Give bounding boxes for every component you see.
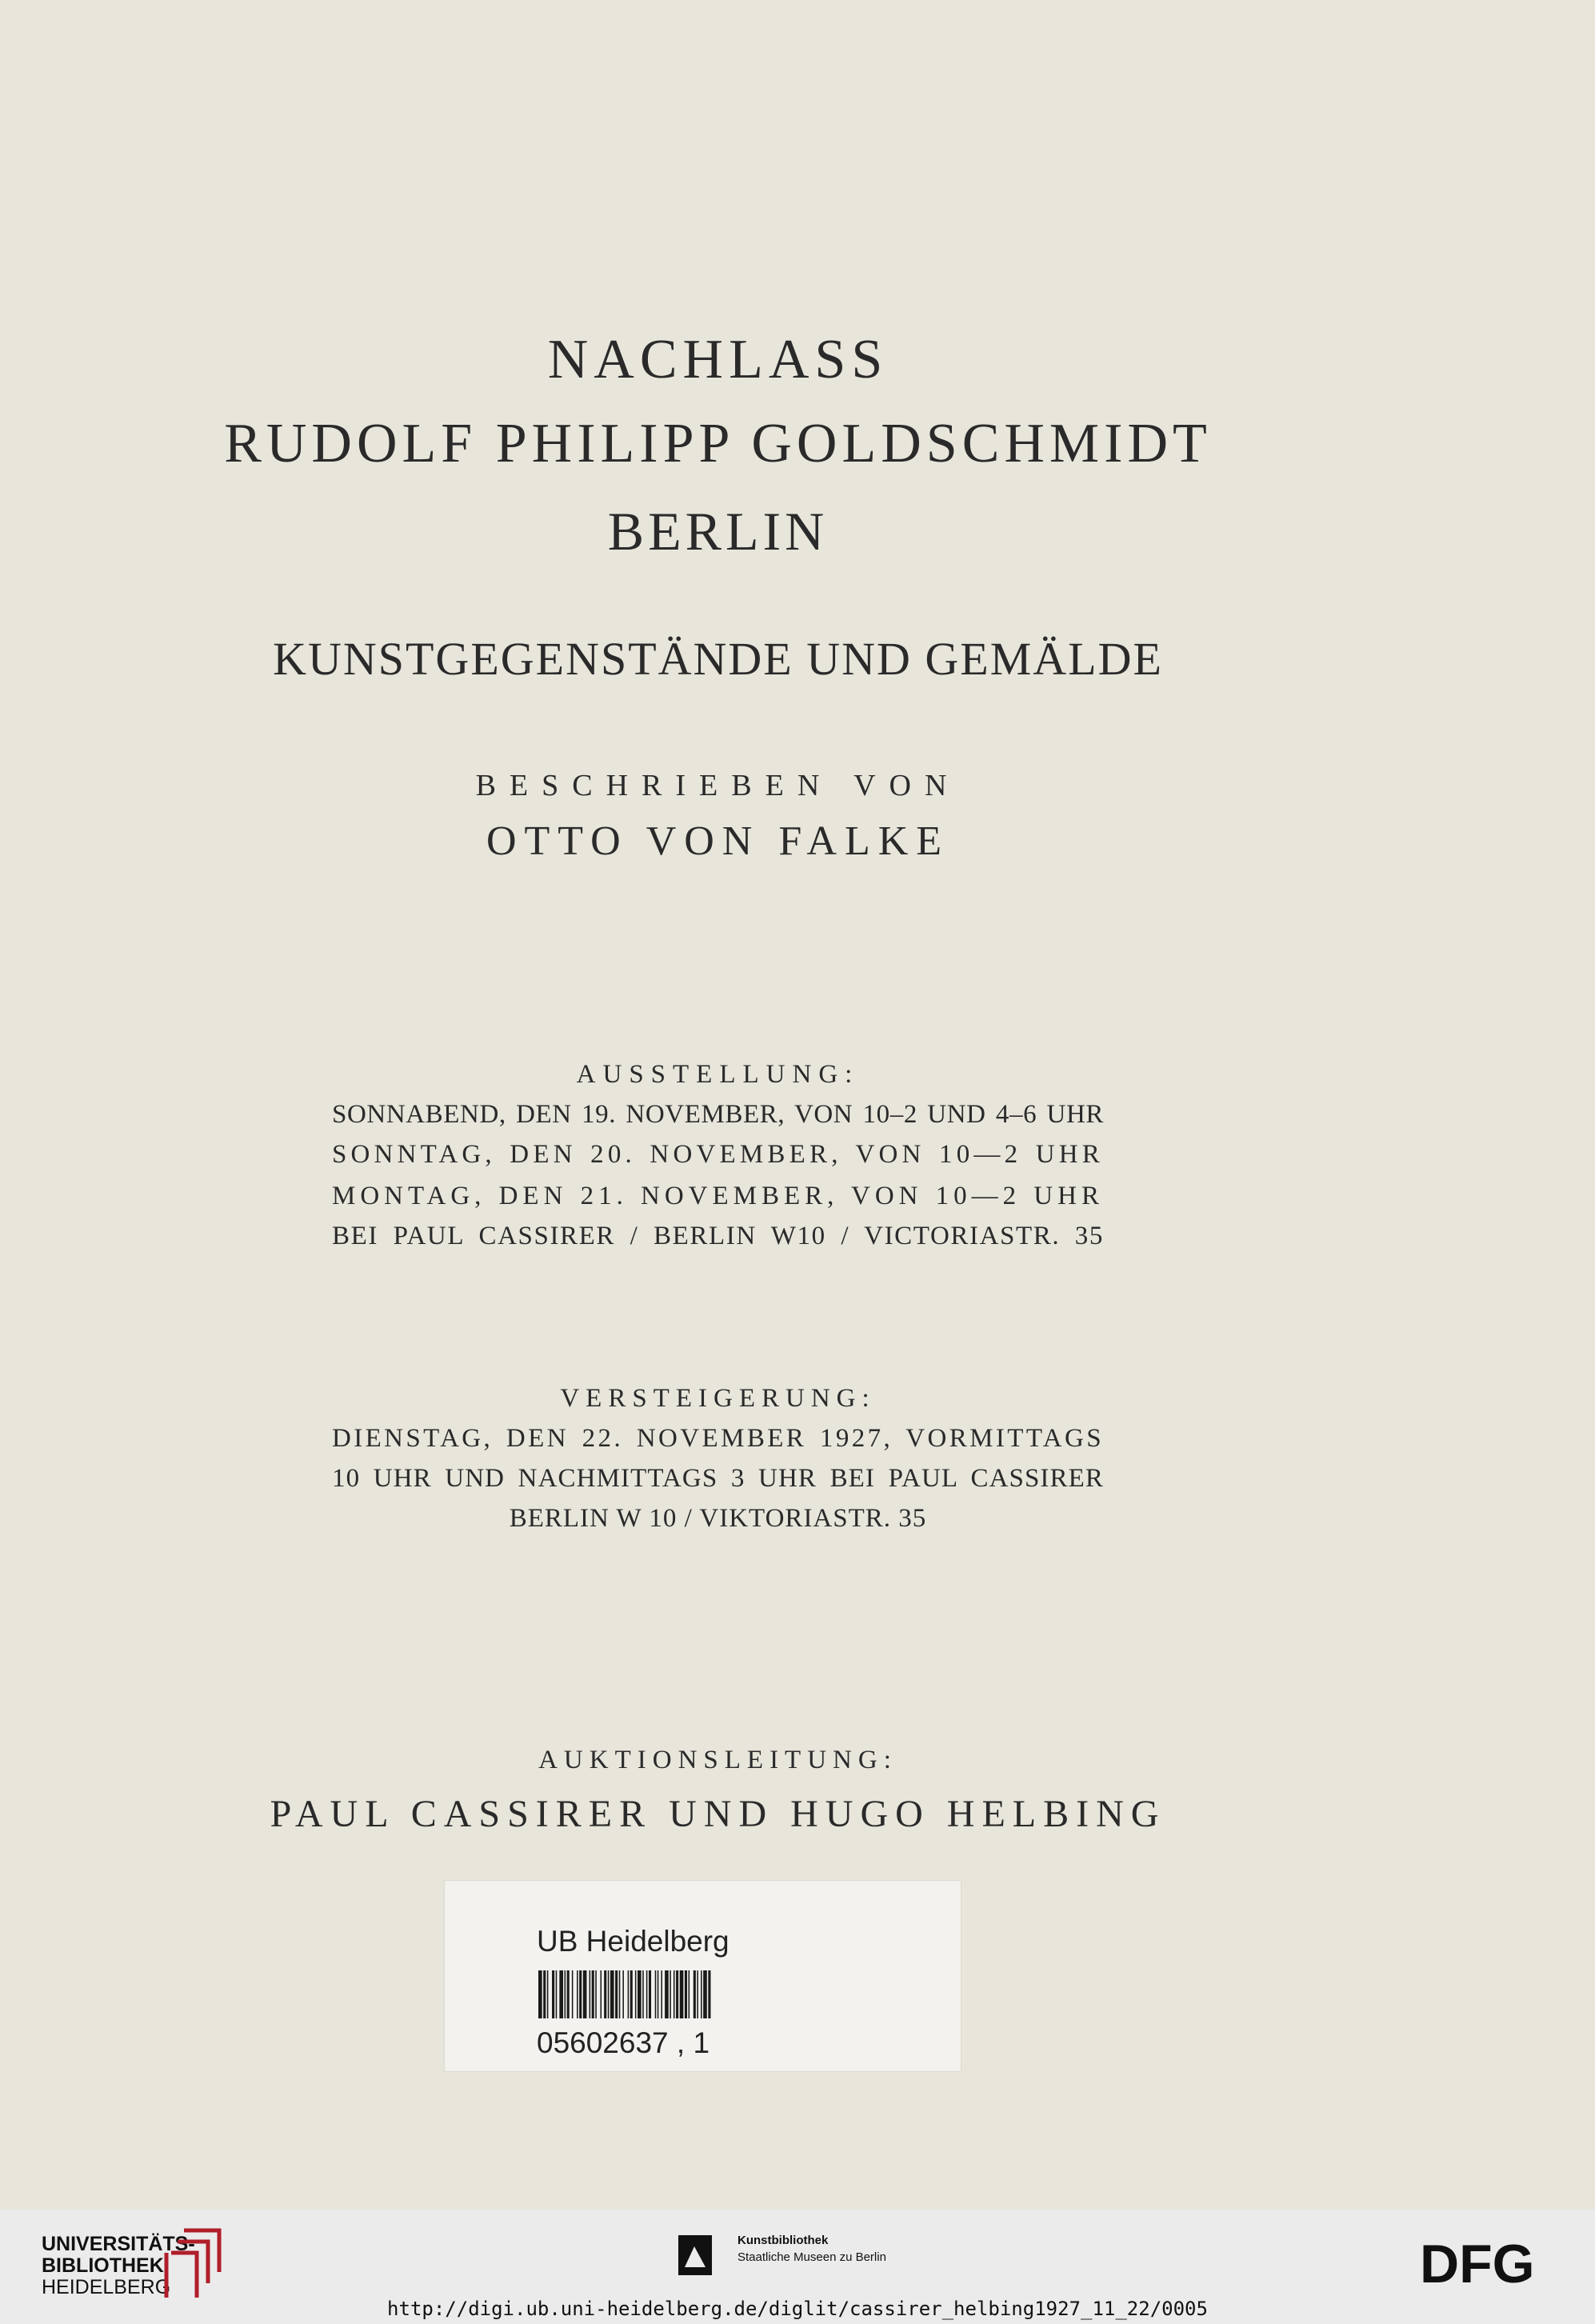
auction-line: DIENSTAG, DEN 22. NOVEMBER 1927, VORMITTAGS — [332, 1424, 1104, 1453]
barcode-icon — [538, 1970, 858, 2018]
library-label — [444, 1880, 961, 2072]
title-line-name: RUDOLF PHILIPP GOLDSCHMIDT — [224, 413, 1212, 474]
kunstbibliothek-wordmark — [738, 2232, 886, 2266]
auction-line: 10 UHR UND NACHMITTAGS 3 UHR BEI PAUL CASSIRER — [332, 1464, 1104, 1493]
viewer-footer — [0, 2210, 1595, 2324]
auction-heading: VERSTEIGERUNG: — [560, 1384, 876, 1413]
exhibition-line: BEI PAUL CASSIRER / BERLIN W10 / VICTORIASTR. 35 — [332, 1222, 1104, 1250]
dfg-logo-icon — [1420, 2238, 1572, 2289]
title-line-nachlass: NACHLASS — [547, 329, 889, 390]
exhibition-line: SONNTAG, DEN 20. NOVEMBER, VON 10—2 UHR — [332, 1140, 1104, 1169]
ubh-line-2: BIBLIOTHEK — [42, 2254, 164, 2277]
library-label-number: 05602637 , 1 — [537, 2026, 710, 2059]
auction-management-names: PAUL CASSIRER UND HUGO HELBING — [270, 1793, 1166, 1835]
svg-text:DFG: DFG — [1420, 2238, 1535, 2289]
exhibition-line: SONNABEND, DEN 19. NOVEMBER, VON 10–2 UND 4–6 UHR — [332, 1100, 1104, 1129]
ubh-logo-icon — [160, 2224, 226, 2304]
ubh-line-1: UNIVERSITÄTS- — [42, 2233, 195, 2255]
described-by-label: BESCHRIEBEN VON — [475, 769, 961, 802]
exhibition-heading: AUSSTELLUNG: — [576, 1060, 860, 1089]
catalog-subtitle: KUNSTGEGENSTÄNDE UND GEMÄLDE — [273, 633, 1163, 685]
kb-line-2: Staatliche Museen zu Berlin — [738, 2250, 886, 2264]
title-line-berlin: BERLIN — [607, 501, 829, 562]
kb-line-1: Kunstbibliothek — [738, 2234, 829, 2247]
exhibition-line: MONTAG, DEN 21. NOVEMBER, VON 10—2 UHR — [332, 1182, 1104, 1210]
ubh-line-3: HEIDELBERG — [42, 2276, 171, 2298]
source-url-link[interactable]: http://digi.ub.uni-heidelberg.de/diglit/cassirer_helbing1927_11_22/0005 — [387, 2298, 1208, 2320]
auction-management-heading: AUKTIONSLEITUNG: — [538, 1746, 897, 1774]
kunstbibliothek-logo-icon — [678, 2235, 712, 2275]
author-name: OTTO VON FALKE — [486, 818, 950, 864]
library-label-title: UB Heidelberg — [537, 1925, 730, 1958]
auction-line: BERLIN W 10 / VIKTORIASTR. 35 — [509, 1504, 927, 1533]
